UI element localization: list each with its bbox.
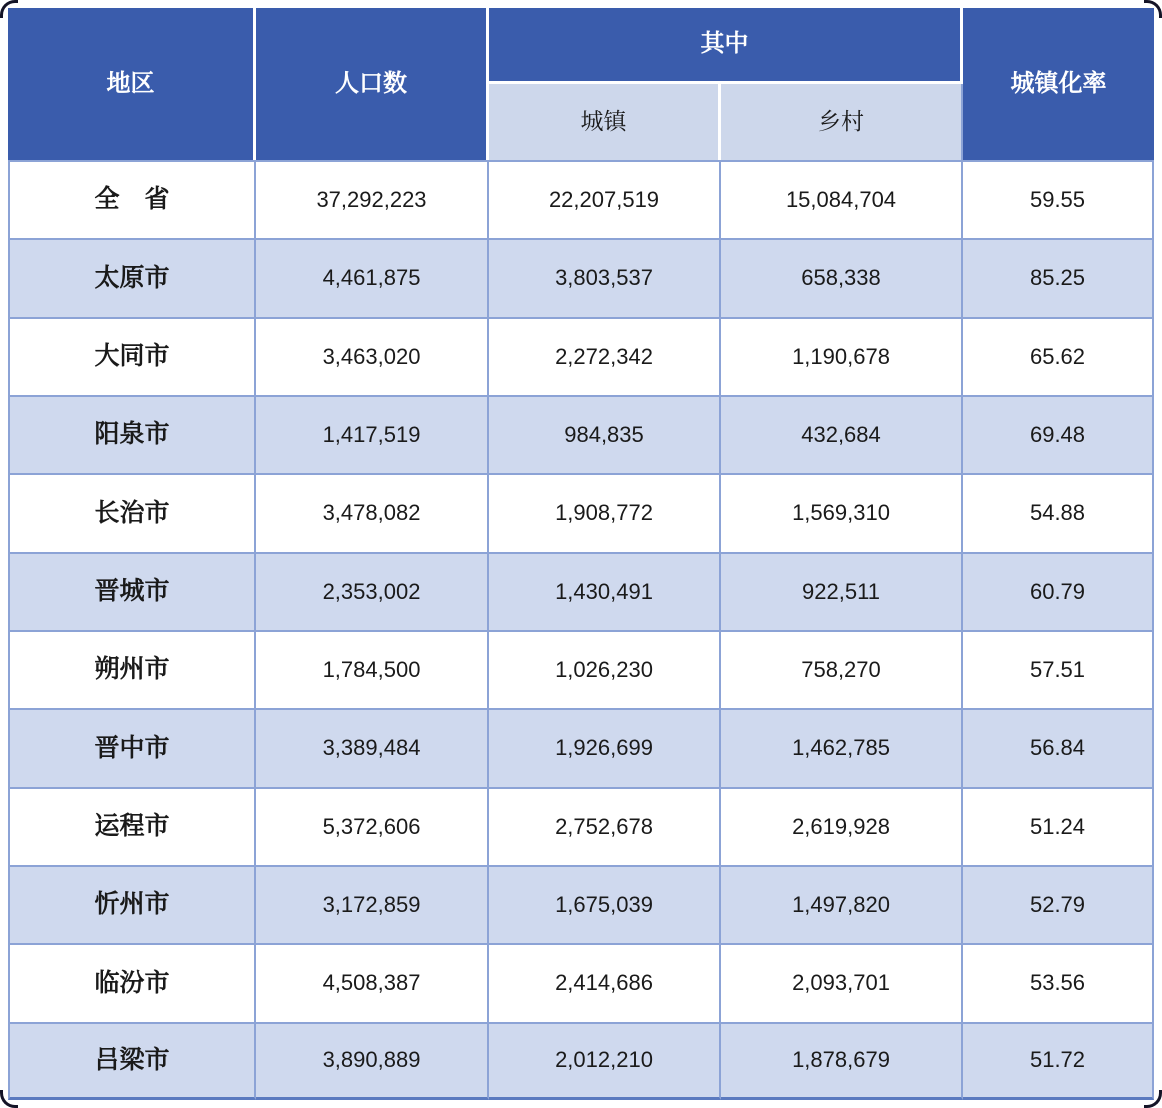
rate-cell: 51.72: [963, 1022, 1154, 1100]
rate-cell: 53.56: [963, 943, 1154, 1021]
rate-cell: 57.51: [963, 630, 1154, 708]
rural-cell: 758,270: [721, 630, 963, 708]
urban-cell: 1,675,039: [489, 865, 721, 943]
population-cell: 3,172,859: [256, 865, 489, 943]
header-urban: 城镇: [489, 84, 721, 160]
population-cell: 5,372,606: [256, 787, 489, 865]
rate-cell: 54.88: [963, 473, 1154, 551]
region-cell: 长治市: [8, 473, 256, 551]
urban-cell: 1,430,491: [489, 552, 721, 630]
rounded-corner-bottom-left: [0, 1090, 18, 1108]
rate-cell: 60.79: [963, 552, 1154, 630]
header-rural: 乡村: [721, 84, 963, 160]
population-cell: 3,463,020: [256, 317, 489, 395]
header-population: 人口数: [256, 8, 489, 160]
region-cell: 全 省: [8, 160, 256, 238]
rural-cell: 432,684: [721, 395, 963, 473]
rural-cell: 1,190,678: [721, 317, 963, 395]
header-urbanization-rate: 城镇化率: [963, 8, 1154, 160]
rural-cell: 15,084,704: [721, 160, 963, 238]
region-cell: 运程市: [8, 787, 256, 865]
population-cell: 4,461,875: [256, 238, 489, 316]
urban-cell: 984,835: [489, 395, 721, 473]
region-cell: 晋中市: [8, 708, 256, 786]
urban-cell: 3,803,537: [489, 238, 721, 316]
region-cell: 吕梁市: [8, 1022, 256, 1100]
rate-cell: 69.48: [963, 395, 1154, 473]
rural-cell: 1,497,820: [721, 865, 963, 943]
population-cell: 1,417,519: [256, 395, 489, 473]
urban-cell: 22,207,519: [489, 160, 721, 238]
rural-cell: 2,093,701: [721, 943, 963, 1021]
population-cell: 2,353,002: [256, 552, 489, 630]
urban-cell: 2,414,686: [489, 943, 721, 1021]
urban-cell: 1,926,699: [489, 708, 721, 786]
urban-cell: 2,752,678: [489, 787, 721, 865]
population-cell: 4,508,387: [256, 943, 489, 1021]
rural-cell: 1,569,310: [721, 473, 963, 551]
rate-cell: 59.55: [963, 160, 1154, 238]
rural-cell: 2,619,928: [721, 787, 963, 865]
rate-cell: 52.79: [963, 865, 1154, 943]
header-region: 地区: [8, 8, 256, 160]
rounded-corner-top-left: [0, 0, 18, 18]
rural-cell: 1,878,679: [721, 1022, 963, 1100]
population-cell: 1,784,500: [256, 630, 489, 708]
population-cell: 3,478,082: [256, 473, 489, 551]
urban-cell: 2,272,342: [489, 317, 721, 395]
region-cell: 忻州市: [8, 865, 256, 943]
rate-cell: 56.84: [963, 708, 1154, 786]
rural-cell: 922,511: [721, 552, 963, 630]
region-cell: 晋城市: [8, 552, 256, 630]
population-table: [8, 8, 1154, 1100]
rounded-corner-bottom-right: [1144, 1090, 1162, 1108]
rate-cell: 85.25: [963, 238, 1154, 316]
population-cell: 3,890,889: [256, 1022, 489, 1100]
rural-cell: 658,338: [721, 238, 963, 316]
urban-cell: 2,012,210: [489, 1022, 721, 1100]
header-among: 其中: [489, 8, 963, 84]
region-cell: 临汾市: [8, 943, 256, 1021]
rural-cell: 1,462,785: [721, 708, 963, 786]
rate-cell: 65.62: [963, 317, 1154, 395]
region-cell: 朔州市: [8, 630, 256, 708]
region-cell: 阳泉市: [8, 395, 256, 473]
rate-cell: 51.24: [963, 787, 1154, 865]
region-cell: 太原市: [8, 238, 256, 316]
urban-cell: 1,026,230: [489, 630, 721, 708]
urban-cell: 1,908,772: [489, 473, 721, 551]
population-cell: 37,292,223: [256, 160, 489, 238]
rounded-corner-top-right: [1144, 0, 1162, 18]
region-cell: 大同市: [8, 317, 256, 395]
population-cell: 3,389,484: [256, 708, 489, 786]
